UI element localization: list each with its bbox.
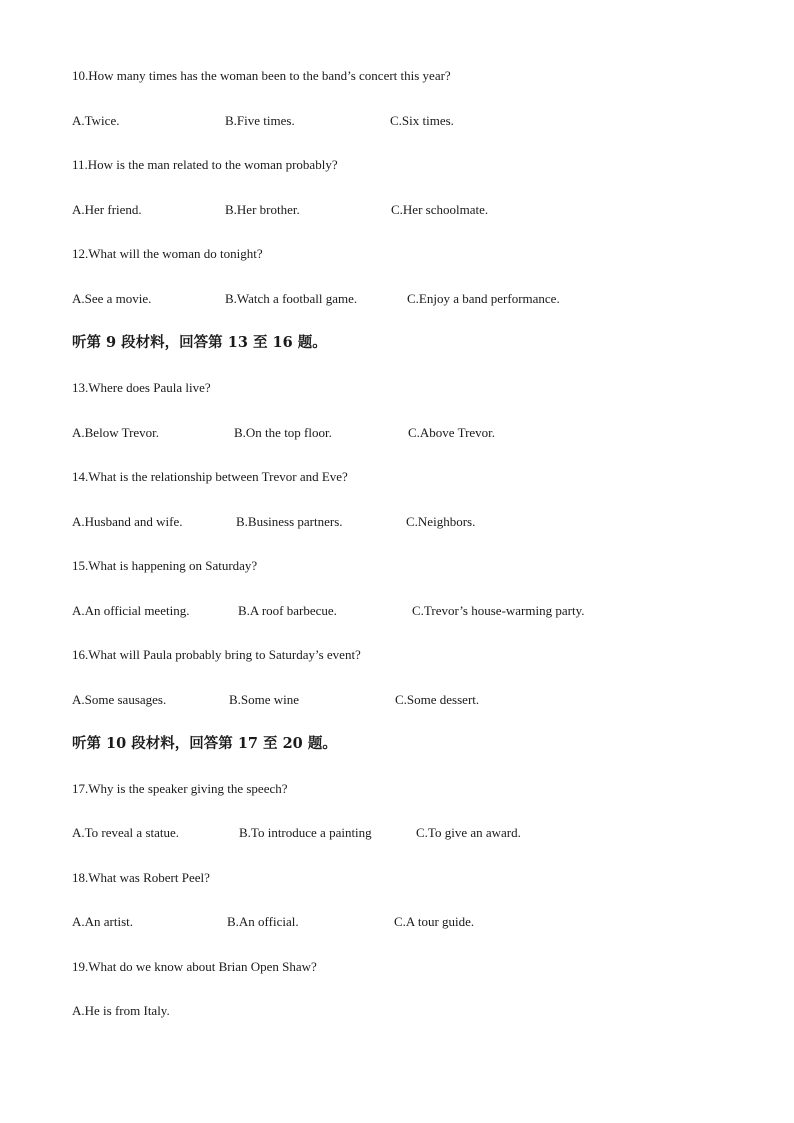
- option-16-b: B.Some wine: [229, 692, 300, 707]
- option-13-c: C.Above Trevor.: [408, 425, 496, 440]
- option-13-a: A.Below Trevor.: [72, 425, 160, 440]
- question-13: 13.Where does Paula live?: [72, 380, 211, 395]
- option-14-a: A.Husband and wife.: [72, 514, 183, 529]
- option-18-a: A.An artist.: [72, 914, 134, 929]
- option-10-b: B.Five times.: [225, 113, 295, 128]
- option-18-b: B.An official.: [227, 914, 299, 929]
- option-12-b: B.Watch a football game.: [225, 291, 358, 306]
- option-14-b: B.Business partners.: [236, 514, 343, 529]
- option-18-c: C.A tour guide.: [394, 914, 475, 929]
- option-17-c: C.To give an award.: [416, 825, 521, 840]
- option-15-c: C.Trevor’s house-warming party.: [412, 603, 585, 618]
- question-12: 12.What will the woman do tonight?: [72, 246, 263, 261]
- option-10-a: A.Twice.: [72, 113, 120, 128]
- option-12-a: A.See a movie.: [72, 291, 152, 306]
- question-15: 15.What is happening on Saturday?: [72, 558, 258, 573]
- option-10-c: C.Six times.: [390, 113, 454, 128]
- section-heading-9: 听第 9 段材料，回答第 13 至 16 题。: [72, 334, 327, 351]
- option-15-b: B.A roof barbecue.: [238, 603, 337, 618]
- option-17-b: B.To introduce a painting: [239, 825, 372, 840]
- option-12-c: C.Enjoy a band performance.: [407, 291, 560, 306]
- option-13-b: B.On the top floor.: [234, 425, 332, 440]
- option-11-c: C.Her schoolmate.: [391, 202, 489, 217]
- question-16: 16.What will Paula probably bring to Saturday’s event?: [72, 647, 361, 662]
- question-10: 10.How many times has the woman been to the band’s concert this year?: [72, 68, 451, 83]
- question-19: 19.What do we know about Brian Open Shaw?: [72, 959, 317, 974]
- option-16-a: A.Some sausages.: [72, 692, 167, 707]
- option-17-a: A.To reveal a statue.: [72, 825, 180, 840]
- question-18: 18.What was Robert Peel?: [72, 870, 210, 885]
- question-14: 14.What is the relationship between Trevor and Eve?: [72, 469, 348, 484]
- option-19-a: A.He is from Italy.: [72, 1003, 170, 1018]
- option-11-b: B.Her brother.: [225, 202, 300, 217]
- question-11: 11.How is the man related to the woman probably?: [72, 157, 338, 172]
- section-heading-10: 听第 10 段材料，回答第 17 至 20 题。: [72, 735, 337, 752]
- option-11-a: A.Her friend.: [72, 202, 142, 217]
- question-17: 17.Why is the speaker giving the speech?: [72, 781, 288, 796]
- option-16-c: C.Some dessert.: [395, 692, 480, 707]
- option-15-a: A.An official meeting.: [72, 603, 190, 618]
- option-14-c: C.Neighbors.: [406, 514, 476, 529]
